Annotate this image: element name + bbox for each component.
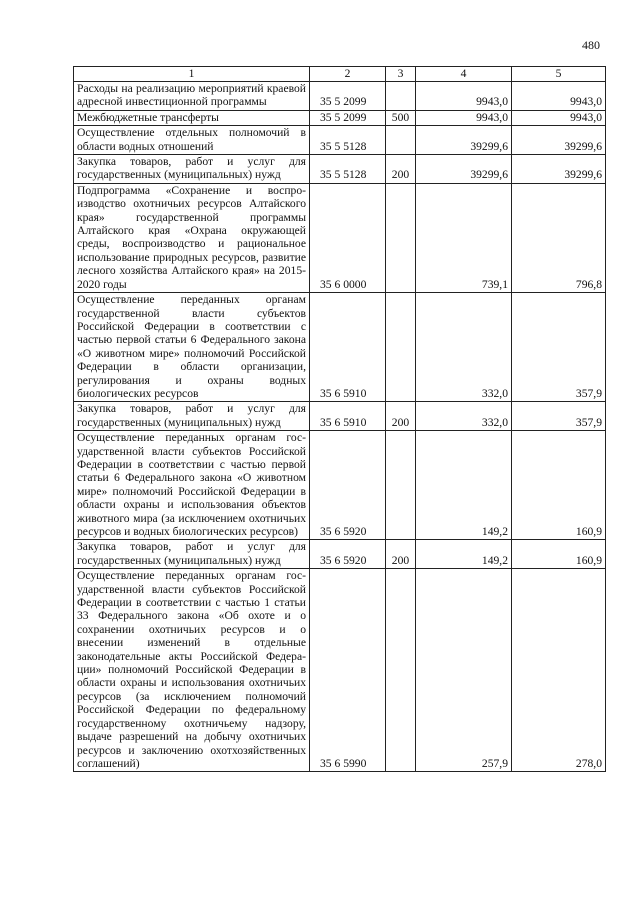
row-amount-year-1: 257,9 (416, 569, 512, 772)
row-name: Закупка товаров, работ и услуг для государственных (муниципальных) нужд (74, 402, 310, 431)
row-target-article: 35 6 5910 (310, 293, 386, 402)
row-name: Осуществление переданных органам государственной власти субъектов Российской Федерации в соответствии с частью 1 статьи 33 Федерального закона «Об охоте и о сохранении охотничьих ресурсов и о внесении изменений в отдельные законодательные акты Российской Федерации» полномочий Российской Федерации в области охраны и использования охотничьих ресурсов (за исключением полномочий Российской Федерации по федеральному государственному охотничьему надзору, выдаче разрешений на добычу охотничьих ресурсов и заключению охотхозяйственных соглашений) (74, 569, 310, 772)
row-amount-year-2: 160,9 (512, 431, 606, 540)
row-expense-type: 500 (386, 110, 416, 125)
row-amount-year-1: 9943,0 (416, 82, 512, 111)
header-col-5: 5 (512, 67, 606, 82)
row-target-article: 35 6 0000 (310, 183, 386, 292)
row-target-article: 35 5 5128 (310, 126, 386, 155)
row-name: Закупка товаров, работ и услуг для государственных (муниципальных) нужд (74, 155, 310, 184)
row-name: Осуществление переданных органам государственной власти субъектов Российской Федерации в соответствии с частью первой статьи 6 Федерального закона «О животном мире» полномочий Российской Федерации в области организации, регулирования и охраны водных биологических ресурсов (74, 293, 310, 402)
row-name: Подпрограмма «Сохранение и воспроизводство охотничьих ресурсов Алтайского края» государственной программы Алтайского края «Охрана окружающей среды, воспроизводство и рациональное использование природных ресурсов, развитие лесного хозяйства Алтайского края» на 2015-2020 годы (74, 183, 310, 292)
row-amount-year-2: 160,9 (512, 540, 606, 569)
row-name: Осуществление переданных органам государственной власти субъектов Российской Федерации в соответствии с частью первой статьи 6 Федерального закона «О животном мире» полномочий Российской Федерации в области охраны и использования объектов животного мира (за исключением охотничьих ресурсов и водных биологических ресурсов) (74, 431, 310, 540)
table-row (74, 126, 606, 155)
header-col-1: 1 (74, 67, 310, 82)
row-amount-year-1: 39299,6 (416, 155, 512, 184)
row-amount-year-1: 149,2 (416, 540, 512, 569)
table-row (74, 183, 606, 292)
table-row (74, 110, 606, 125)
header-col-4: 4 (416, 67, 512, 82)
row-name: Закупка товаров, работ и услуг для государственных (муниципальных) нужд (74, 540, 310, 569)
header-col-2: 2 (310, 67, 386, 82)
row-target-article: 35 5 2099 (310, 82, 386, 111)
row-target-article: 35 5 5128 (310, 155, 386, 184)
row-amount-year-1: 9943,0 (416, 110, 512, 125)
table-row (74, 402, 606, 431)
budget-table (73, 66, 606, 772)
row-target-article: 35 6 5910 (310, 402, 386, 431)
row-name: Расходы на реализацию мероприятий краевой адресной инвестиционной программы (74, 82, 310, 111)
table-row (74, 569, 606, 772)
row-amount-year-1: 332,0 (416, 402, 512, 431)
table-row (74, 155, 606, 184)
row-target-article: 35 6 5920 (310, 540, 386, 569)
table-row (74, 293, 606, 402)
row-name: Осуществление отдельных полномочий в области водных отношений (74, 126, 310, 155)
table-row (74, 82, 606, 111)
row-expense-type (386, 293, 416, 402)
row-amount-year-1: 149,2 (416, 431, 512, 540)
row-amount-year-2: 357,9 (512, 293, 606, 402)
row-target-article: 35 5 2099 (310, 110, 386, 125)
row-amount-year-1: 39299,6 (416, 126, 512, 155)
row-amount-year-2: 39299,6 (512, 155, 606, 184)
row-expense-type (386, 126, 416, 155)
row-expense-type (386, 183, 416, 292)
table-row (74, 431, 606, 540)
row-target-article: 35 6 5990 (310, 569, 386, 772)
row-expense-type: 200 (386, 540, 416, 569)
row-amount-year-2: 9943,0 (512, 110, 606, 125)
row-amount-year-2: 796,8 (512, 183, 606, 292)
page-number: 480 (582, 38, 600, 52)
row-amount-year-2: 357,9 (512, 402, 606, 431)
row-amount-year-2: 9943,0 (512, 82, 606, 111)
row-amount-year-1: 739,1 (416, 183, 512, 292)
row-amount-year-2: 278,0 (512, 569, 606, 772)
table-row (74, 540, 606, 569)
row-name: Межбюджетные трансферты (74, 110, 310, 125)
row-target-article: 35 6 5920 (310, 431, 386, 540)
row-amount-year-2: 39299,6 (512, 126, 606, 155)
row-expense-type (386, 431, 416, 540)
row-expense-type (386, 82, 416, 111)
row-expense-type: 200 (386, 155, 416, 184)
row-amount-year-1: 332,0 (416, 293, 512, 402)
row-expense-type (386, 569, 416, 772)
row-expense-type: 200 (386, 402, 416, 431)
header-col-3: 3 (386, 67, 416, 82)
table-header-row (74, 67, 606, 82)
